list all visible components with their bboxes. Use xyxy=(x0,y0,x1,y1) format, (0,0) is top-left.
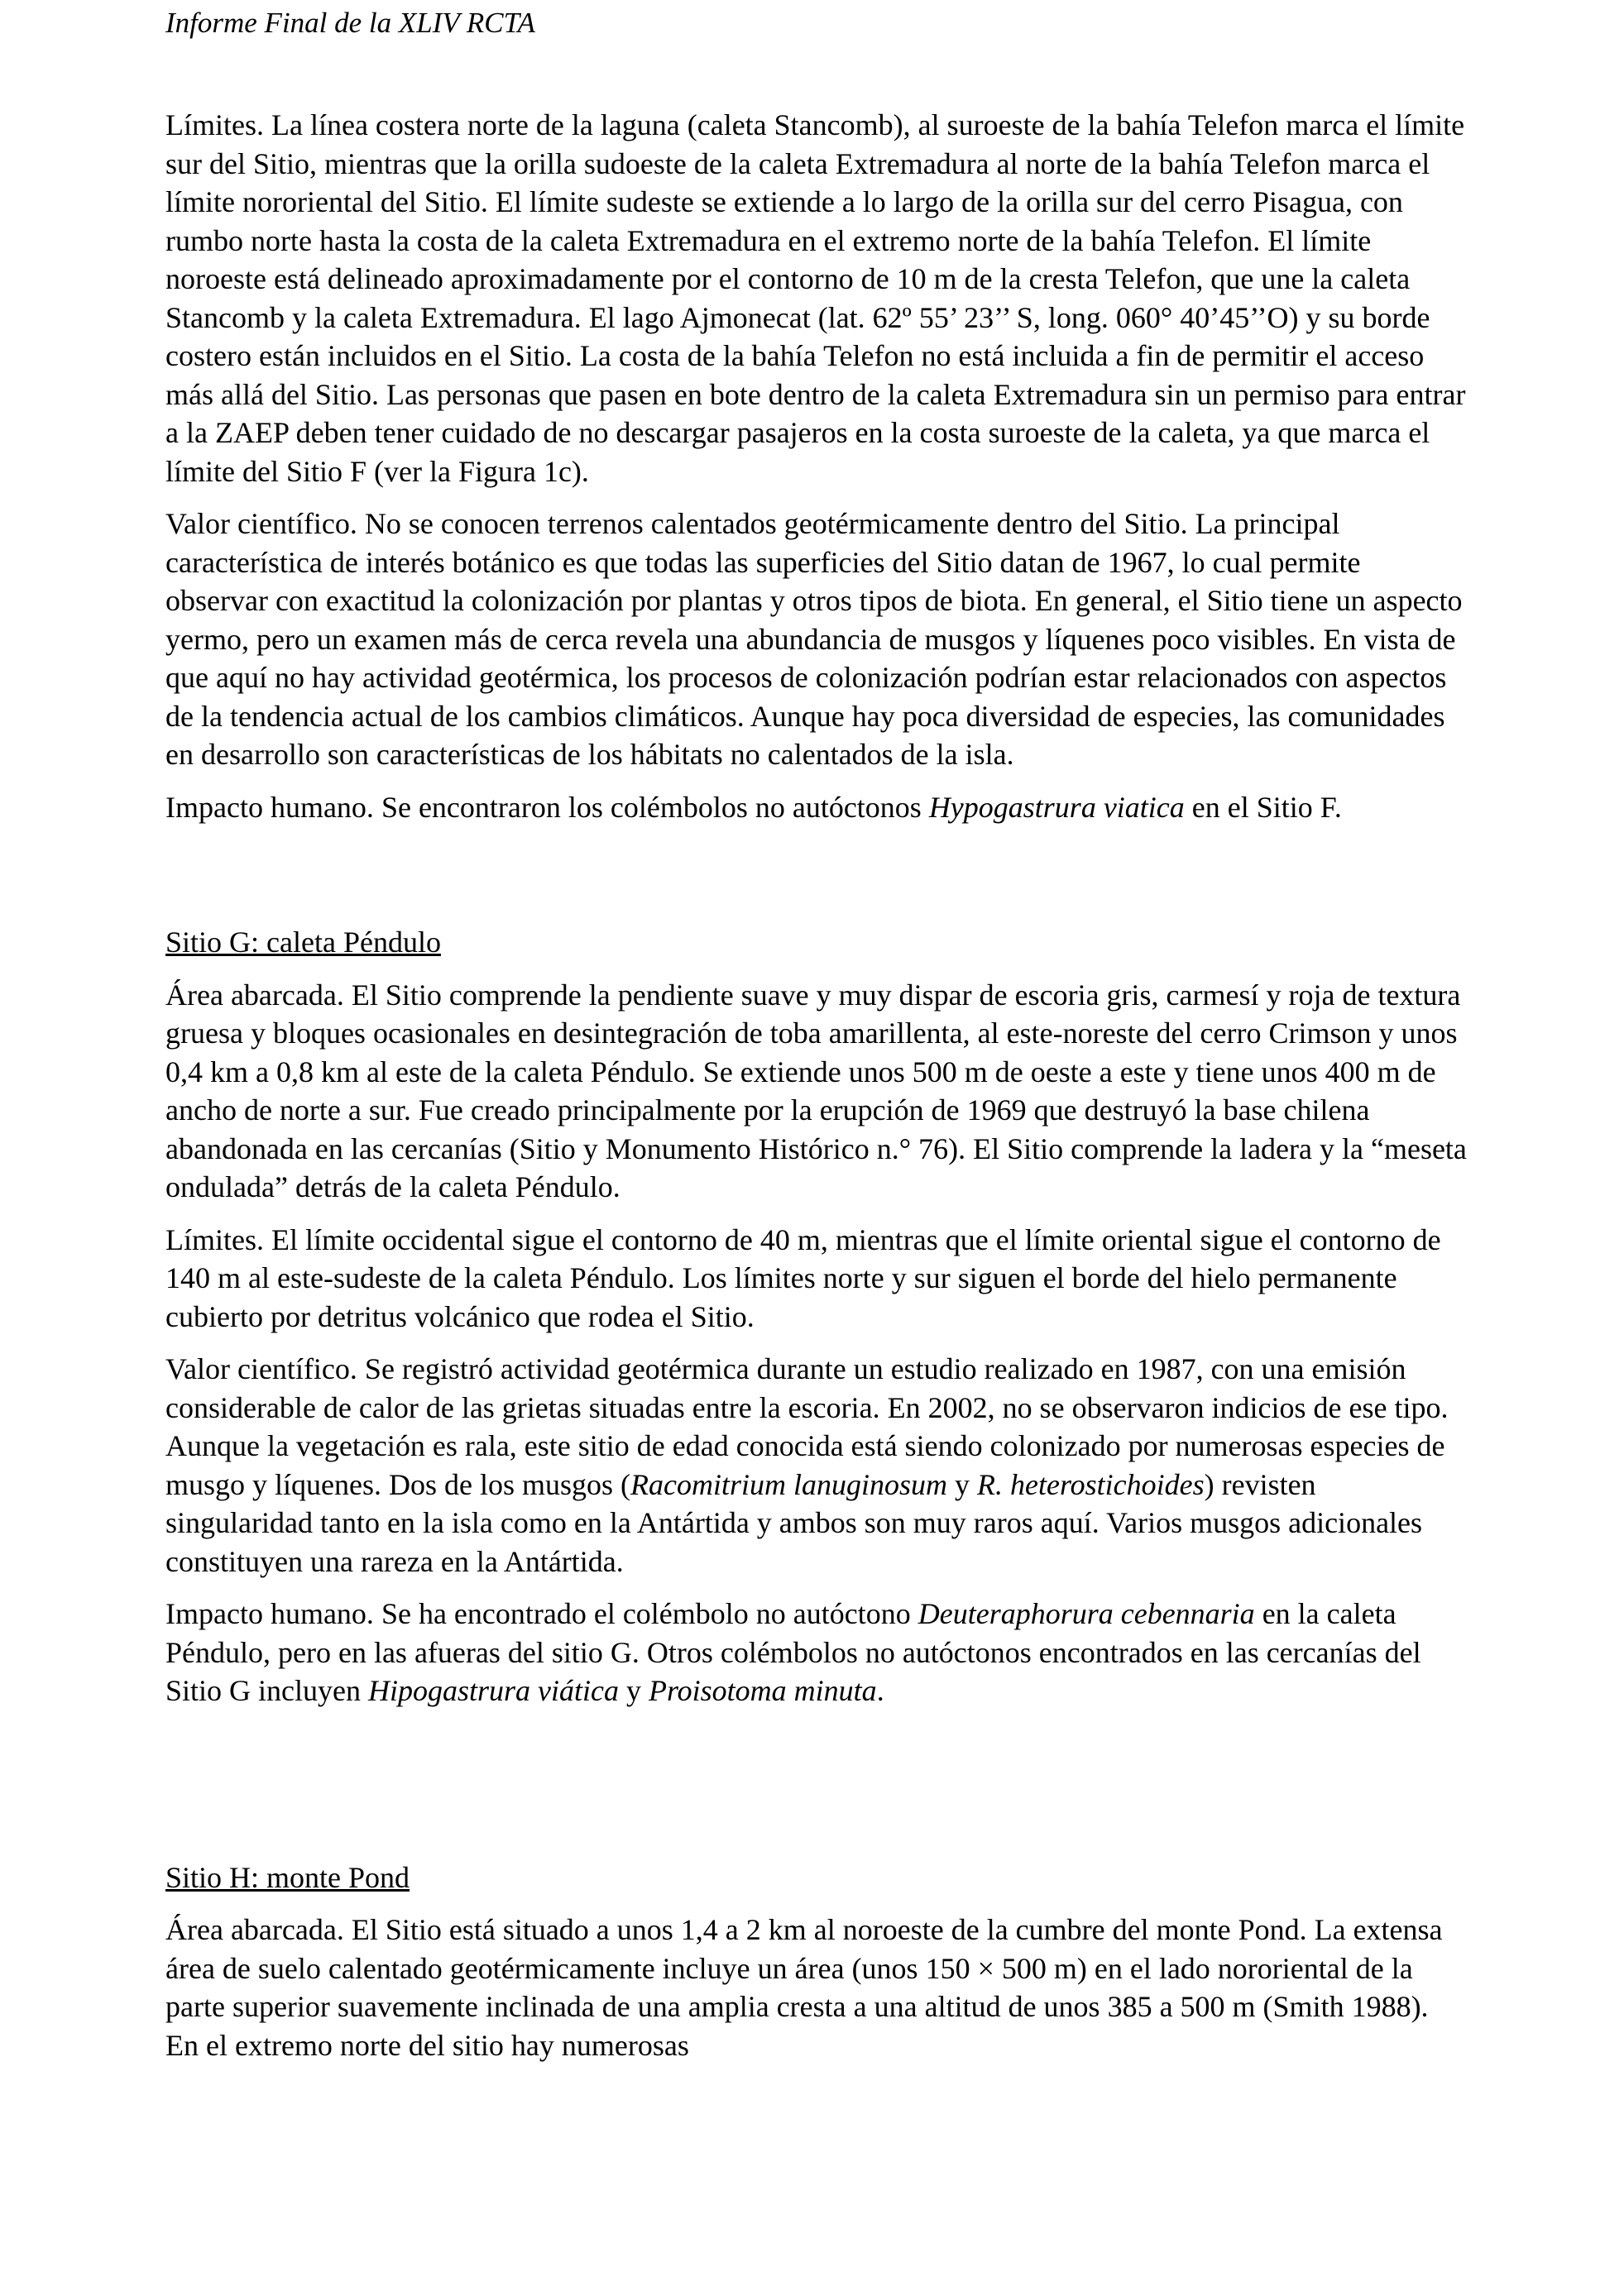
species-name: Hipogastrura viática xyxy=(368,1674,619,1707)
species-name: Deuteraphorura cebennaria xyxy=(917,1597,1255,1630)
paragraph-label: Impacto humano. xyxy=(165,790,374,824)
paragraph-text: No se conocen terrenos calentados geotérmicamente dentro del Sitio. La principal característica de interés botánico es que todas las superficies del Sitio datan de 1967, lo cual permite observar con exactitud la colonización por plantas y otros tipos de biota. En general, el Sitio tiene un aspecto yermo, pero un examen más de cerca revela una abundancia de musgos y líquenes poco visibles. En vista de que aquí no hay actividad geotérmica, los procesos de colonización podrían estar relacionados con aspectos de la tendencia actual de los cambios climáticos. Aunque hay poca diversidad de especies, las comunidades en desarrollo son características de los hábitats no calentados de la isla. xyxy=(165,507,1463,771)
site-g-area-paragraph xyxy=(165,976,1468,1207)
site-f-human-impact-paragraph xyxy=(165,788,1468,827)
paragraph-text: y xyxy=(619,1674,649,1707)
paragraph-text: en el Sitio F. xyxy=(1184,790,1342,824)
paragraph-text: ) revisten singularidad tanto en la isla como en la Antártida y ambos son muy raros aquí. Varios musgos adicionales constituyen una rareza en la Antártida. xyxy=(165,1467,1423,1578)
site-g-limits-paragraph xyxy=(165,1221,1468,1337)
paragraph-text: El Sitio está situado a unos 1,4 a 2 km al noroeste de la cumbre del monte Pond. La extensa área de suelo calentado geotérmicamente incluye un área (unos 150 × 500 m) en el lado nororiental de la parte superior suavemente inclinada de una amplia cresta a una altitud de unos 385 a 500 m (Smith 1988). En el extremo norte del sitio hay numerosas xyxy=(165,1913,1443,2062)
species-name: Proisotoma minuta xyxy=(649,1674,877,1707)
paragraph-label: Área abarcada. xyxy=(165,978,344,1012)
section-spacer xyxy=(165,1724,1468,1858)
paragraph-text: El límite occidental sigue el contorno de 40 m, mientras que el límite oriental sigue el contorno de 140 m al este-sudeste de la caleta Péndulo. Los límites norte y sur siguen el borde del hielo permanente cubierto por detritus volcánico que rodea el Sitio. xyxy=(165,1222,1441,1333)
species-name: Hypogastrura viatica xyxy=(928,790,1185,824)
section-spacer xyxy=(165,840,1468,923)
paragraph-label: Área abarcada. xyxy=(165,1913,344,1946)
paragraph-text: y xyxy=(947,1467,977,1501)
paragraph-label: Límites. xyxy=(165,108,264,141)
document-body xyxy=(165,106,1468,2078)
paragraph-label: Límites. xyxy=(165,1222,264,1256)
site-h-heading: Sitio H: monte Pond xyxy=(165,1860,410,1894)
site-g-heading: Sitio G: caleta Péndulo xyxy=(165,926,441,959)
site-h-area-paragraph xyxy=(165,1911,1468,2064)
paragraph-label: Impacto humano. xyxy=(165,1597,374,1630)
paragraph-label: Valor científico. xyxy=(165,1352,357,1385)
paragraph-text: Se registró actividad geotérmica durante un estudio realizado en 1987, con una emisión considerable de calor de las grietas situadas entre la escoria. En 2002, no se observaron indicios de ese tipo. Aunque la vegetación es rala, este sitio de edad conocida está siendo colonizado por numerosas especies de musgo y líquenes. Dos de los musgos ( xyxy=(165,1352,1449,1501)
site-g-scientific-value-paragraph xyxy=(165,1350,1468,1581)
site-f-limits-paragraph xyxy=(165,106,1468,490)
paragraph-text: Se ha encontrado el colémbolo no autóctono xyxy=(373,1597,918,1630)
site-g-human-impact-paragraph xyxy=(165,1595,1468,1710)
paragraph-text: en la caleta Péndulo, pero en las afueras del sitio G. Otros colémbolos no autóctonos encontrados en las cercanías del Sitio G incluyen xyxy=(165,1597,1421,1707)
site-f-scientific-value-paragraph xyxy=(165,505,1468,774)
paragraph-label: Valor científico. xyxy=(165,507,357,540)
paragraph-text: La línea costera norte de la laguna (caleta Stancomb), al suroeste de la bahía Telefon marca el límite sur del Sitio, mientras que la orilla sudoeste de la caleta Extremadura al norte de la bahía Telefon marca el límite nororiental del Sitio. El límite sudeste se extiende a lo largo de la orilla sur del cerro Pisagua, con rumbo norte hasta la costa de la caleta Extremadura en el extremo norte de la bahía Telefon. El límite noroeste está delineado aproximadamente por el contorno de 10 m de la cresta Telefon, que une la caleta Stancomb y la caleta Extremadura. El lago Ajmonecat (lat. 62º 55’ 23’’ S, long. 060° 40’45’’O) y su borde costero están incluidos en el Sitio. La costa de la bahía Telefon no está incluida a fin de permitir el acceso más allá del Sitio. Las personas que pasen en bote dentro de la caleta Extremadura sin un permiso para entrar a la ZAEP deben tener cuidado de no descargar pasajeros en la costa suroeste de la caleta, ya que marca el límite del Sitio F (ver la Figura 1c). xyxy=(165,108,1466,488)
paragraph-text: El Sitio comprende la pendiente suave y muy dispar de escoria gris, carmesí y roja de textura gruesa y bloques ocasionales en desintegración de toba amarillenta, al este-noreste del cerro Crimson y unos 0,4 km a 0,8 km al este de la caleta Péndulo. Se extiende unos 500 m de oeste a este y tiene unos 400 m de ancho de norte a sur. Fue creado principalmente por la erupción de 1969 que destruyó la base chilena abandonada en las cercanías (Sitio y Monumento Histórico n.° 76). El Sitio comprende la ladera y la “meseta ondulada” detrás de la caleta Péndulo. xyxy=(165,978,1467,1203)
species-name: Racomitrium lanuginosum xyxy=(630,1467,947,1501)
paragraph-text: Se encontraron los colémbolos no autóctonos xyxy=(373,790,929,824)
species-name: R. heterostichoides xyxy=(977,1467,1205,1501)
paragraph-text: . xyxy=(876,1674,884,1707)
running-header: Informe Final de la XLIV RCTA xyxy=(165,7,535,39)
